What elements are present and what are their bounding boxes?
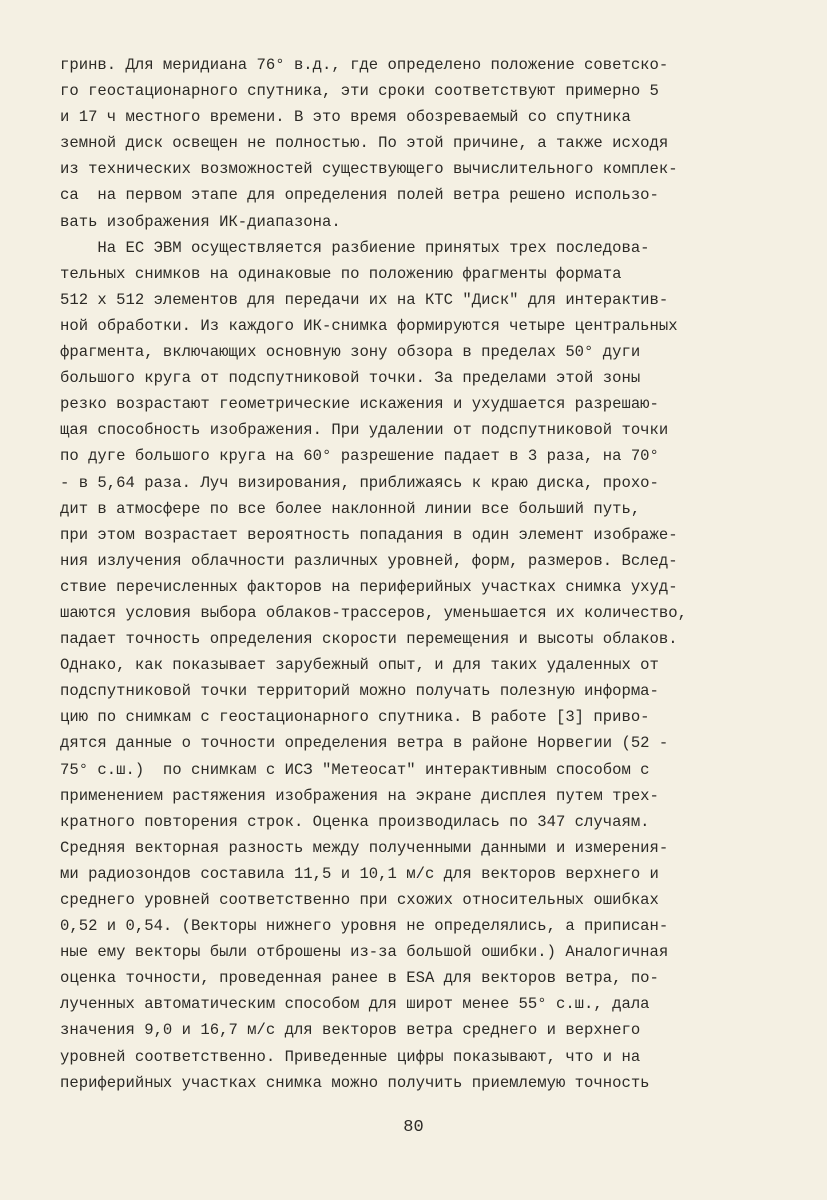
text-line: оценка точности, проведенная ранее в ESA для векторов ветра, по- [60, 969, 659, 988]
text-line: 0,52 и 0,54. (Векторы нижнего уровня не определялись, а приписан- [60, 917, 669, 936]
text-line: дятся данные о точности определения ветра в районе Норвегии (52 - [60, 734, 669, 753]
text-line: вать изображения ИК-диапазона. [60, 212, 341, 231]
text-line: ной обработки. Из каждого ИК-снимка формируются четыре центральных [60, 316, 678, 335]
text-line: шаются условия выбора облаков-трассеров, уменьшается их количество, [60, 603, 687, 622]
text-line: из технических возможностей существующего вычислительного комплек- [60, 160, 678, 179]
text-line: подспутниковой точки территорий можно получать полезную информа- [60, 682, 659, 701]
text-line: и 17 ч местного времени. В это время обозреваемый со спутника [60, 108, 631, 127]
text-line: - в 5,64 раза. Луч визирования, приближаясь к краю диска, прохо- [60, 473, 659, 492]
text-line: го геостационарного спутника, эти сроки соответствуют примерно 5 [60, 82, 659, 101]
text-line: земной диск освещен не полностью. По этой причине, а также исходя [60, 134, 669, 153]
text-line: щая способность изображения. При удалении от подспутниковой точки [60, 421, 669, 440]
body-text [60, 52, 780, 1096]
text-line: гринв. Для меридиана 76° в.д., где определено положение советско- [60, 56, 669, 74]
text-line: цию по снимкам с геостационарного спутника. В работе [3] приво- [60, 708, 650, 727]
text-line: Однако, как показывает зарубежный опыт, и для таких удаленных от [60, 656, 659, 675]
text-line: са на первом этапе для определения полей ветра решено использо- [60, 186, 659, 205]
text-line: дит в атмосфере по все более наклонной линии все больший путь, [60, 499, 641, 518]
page-number: 80 [403, 1118, 424, 1137]
text-line: большого круга от подспутниковой точки. За пределами этой зоны [60, 369, 641, 388]
text-line: ми радиозондов составила 11,5 и 10,1 м/с для векторов верхнего и [60, 864, 659, 883]
text-line: кратного повторения строк. Оценка производилась по 347 случаям. [60, 812, 650, 831]
text-line: среднего уровней соответственно при схожих относительных ошибках [60, 891, 659, 909]
text-line: применением растяжения изображения на экране дисплея путем трех- [60, 786, 659, 805]
text-line: 75° с.ш.) по снимкам с ИСЗ "Метеосат" интерактивным способом с [60, 760, 650, 779]
text-line: падает точность определения скорости перемещения и высоты облаков. [60, 630, 678, 649]
text-line: по дуге большого круга на 60° разрешение падает в 3 раза, на 70° [60, 447, 659, 466]
text-line: лученных автоматическим способом для широт менее 55° с.ш., дала [60, 995, 650, 1014]
text-line: резко возрастают геометрические искажения и ухудшается разрешаю- [60, 395, 659, 414]
text-line: ствие перечисленных факторов на периферийных участках снимка ухуд- [60, 577, 678, 596]
text-line: тельных снимков на одинаковые по положению фрагменты формата [60, 264, 622, 283]
text-line: ния излучения облачности различных уровней, форм, размеров. Вслед- [60, 551, 678, 570]
text-line: На ЕС ЭВМ осуществляется разбиение принятых трех последова- [60, 238, 650, 257]
text-line: фрагмента, включающих основную зону обзора в пределах 50° дуги [60, 343, 641, 362]
text-line: периферийных участках снимка можно получить приемлемую точность [60, 1073, 650, 1092]
text-line: ные ему векторы были отброшены из-за большой ошибки.) Аналогичная [60, 943, 669, 962]
text-line: уровней соответственно. Приведенные цифры показывают, что и на [60, 1047, 641, 1066]
text-line: при этом возрастает вероятность попадания в один элемент изображе- [60, 525, 678, 544]
text-line: Средняя векторная разность между полученными данными и измерения- [60, 838, 669, 857]
text-line: значения 9,0 и 16,7 м/с для векторов ветра среднего и верхнего [60, 1021, 641, 1040]
text-line: 512 х 512 элементов для передачи их на КТС "Диск" для интерактив- [60, 290, 669, 309]
